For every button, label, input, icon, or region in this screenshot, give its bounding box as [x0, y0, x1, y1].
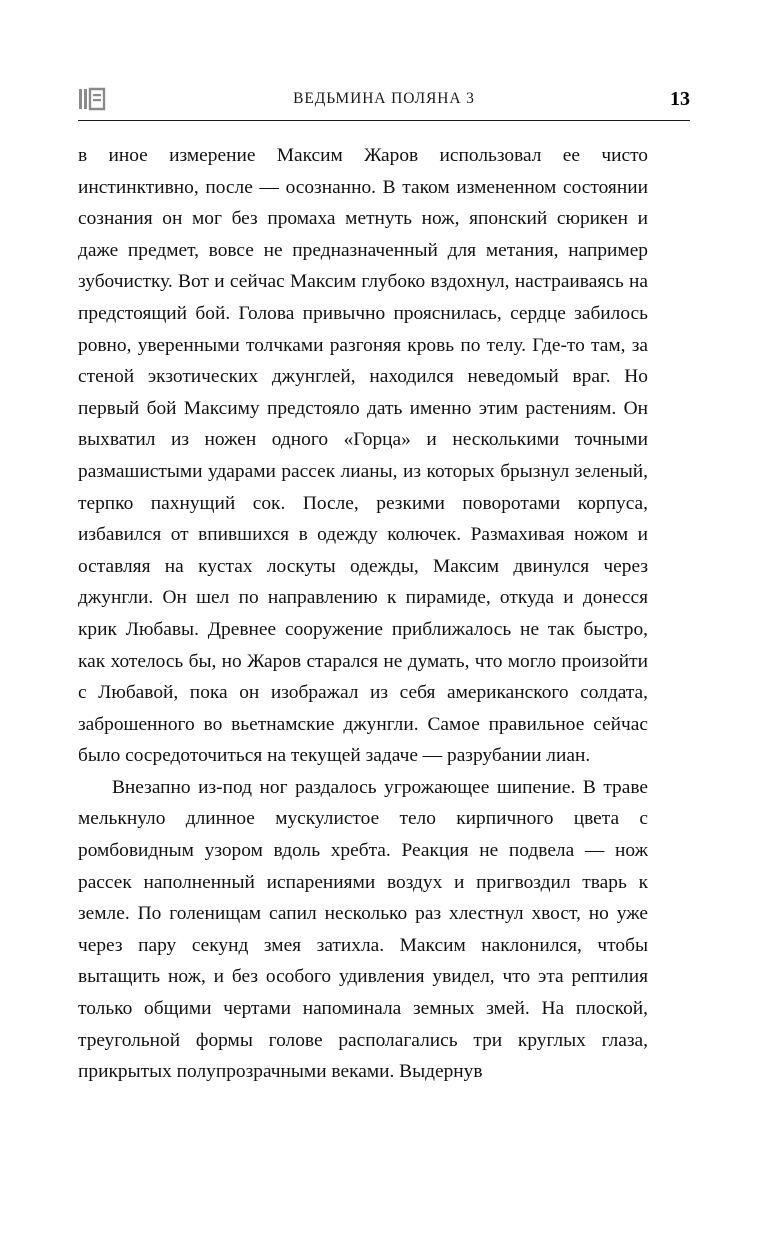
page-body	[78, 140, 648, 1088]
paragraph: Внезапно из-под ног раздалось угрожающее шипение. В траве мелькнуло длинное мускулистое тело кирпичного цвета с ромбовидным узором вдоль хребта. Реакция не подвела — нож рассек наполненный испарениями воздух и пригвоздил тварь к земле. По голенищам сапил несколько раз хлестнул хвост, но уже через пару секунд змея затихла. Максим наклонился, чтобы вытащить нож, и без особого удивления увидел, что эта рептилия только общими чертами напоминала земных змей. На плоской, треугольной формы голове располагались три круглых глаза, прикрытых полупрозрачными веками. Выдернув	[78, 776, 648, 1083]
running-title: ВЕДЬМИНА ПОЛЯНА 3	[293, 90, 475, 107]
book-glyph-icon	[78, 86, 108, 112]
header-logo	[78, 86, 148, 112]
page-number: 13	[670, 87, 690, 110]
page-header	[78, 78, 690, 121]
paragraph-continued: в иное измерение Максим Жаров использовал ее чисто инстинктивно, после — осознанно. В таком измененном состоянии сознания он мог без промаха метнуть нож, японский сюрикен и даже предмет, вовсе не предназначенный для метания, например зубочистку. Вот и сейчас Максим глубоко вздохнул, настраиваясь на предстоящий бой. Голова привычно прояснилась, сердце забилось ровно, уверенными толчками разгоняя кровь по телу. Где-то там, за стеной экзотических джунглей, находился неведомый враг. Но первый бой Максиму предстояло дать именно этим растениям. Он выхватил из ножен одного «Горца» и несколькими точными размашистыми ударами рассек лианы, из которых брызнул зеленый, терпко пахнущий сок. После, резкими поворотами корпуса, избавился от впившихся в одежду колючек. Размахивая ножом и оставляя на кустах лоскуты одежды, Максим двинулся через джунгли. Он шел по направлению к пирамиде, откуда и донесся крик Любавы. Древнее сооружение приближалось не так быстро, как хотелось бы, но Жаров старался не думать, что могло произойти с Любавой, пока он изображал из себя американского солдата, заброшенного во вьетнамские джунгли. Самое правильное сейчас было сосредоточиться на текущей задаче — разрубании лиан.	[78, 145, 648, 767]
